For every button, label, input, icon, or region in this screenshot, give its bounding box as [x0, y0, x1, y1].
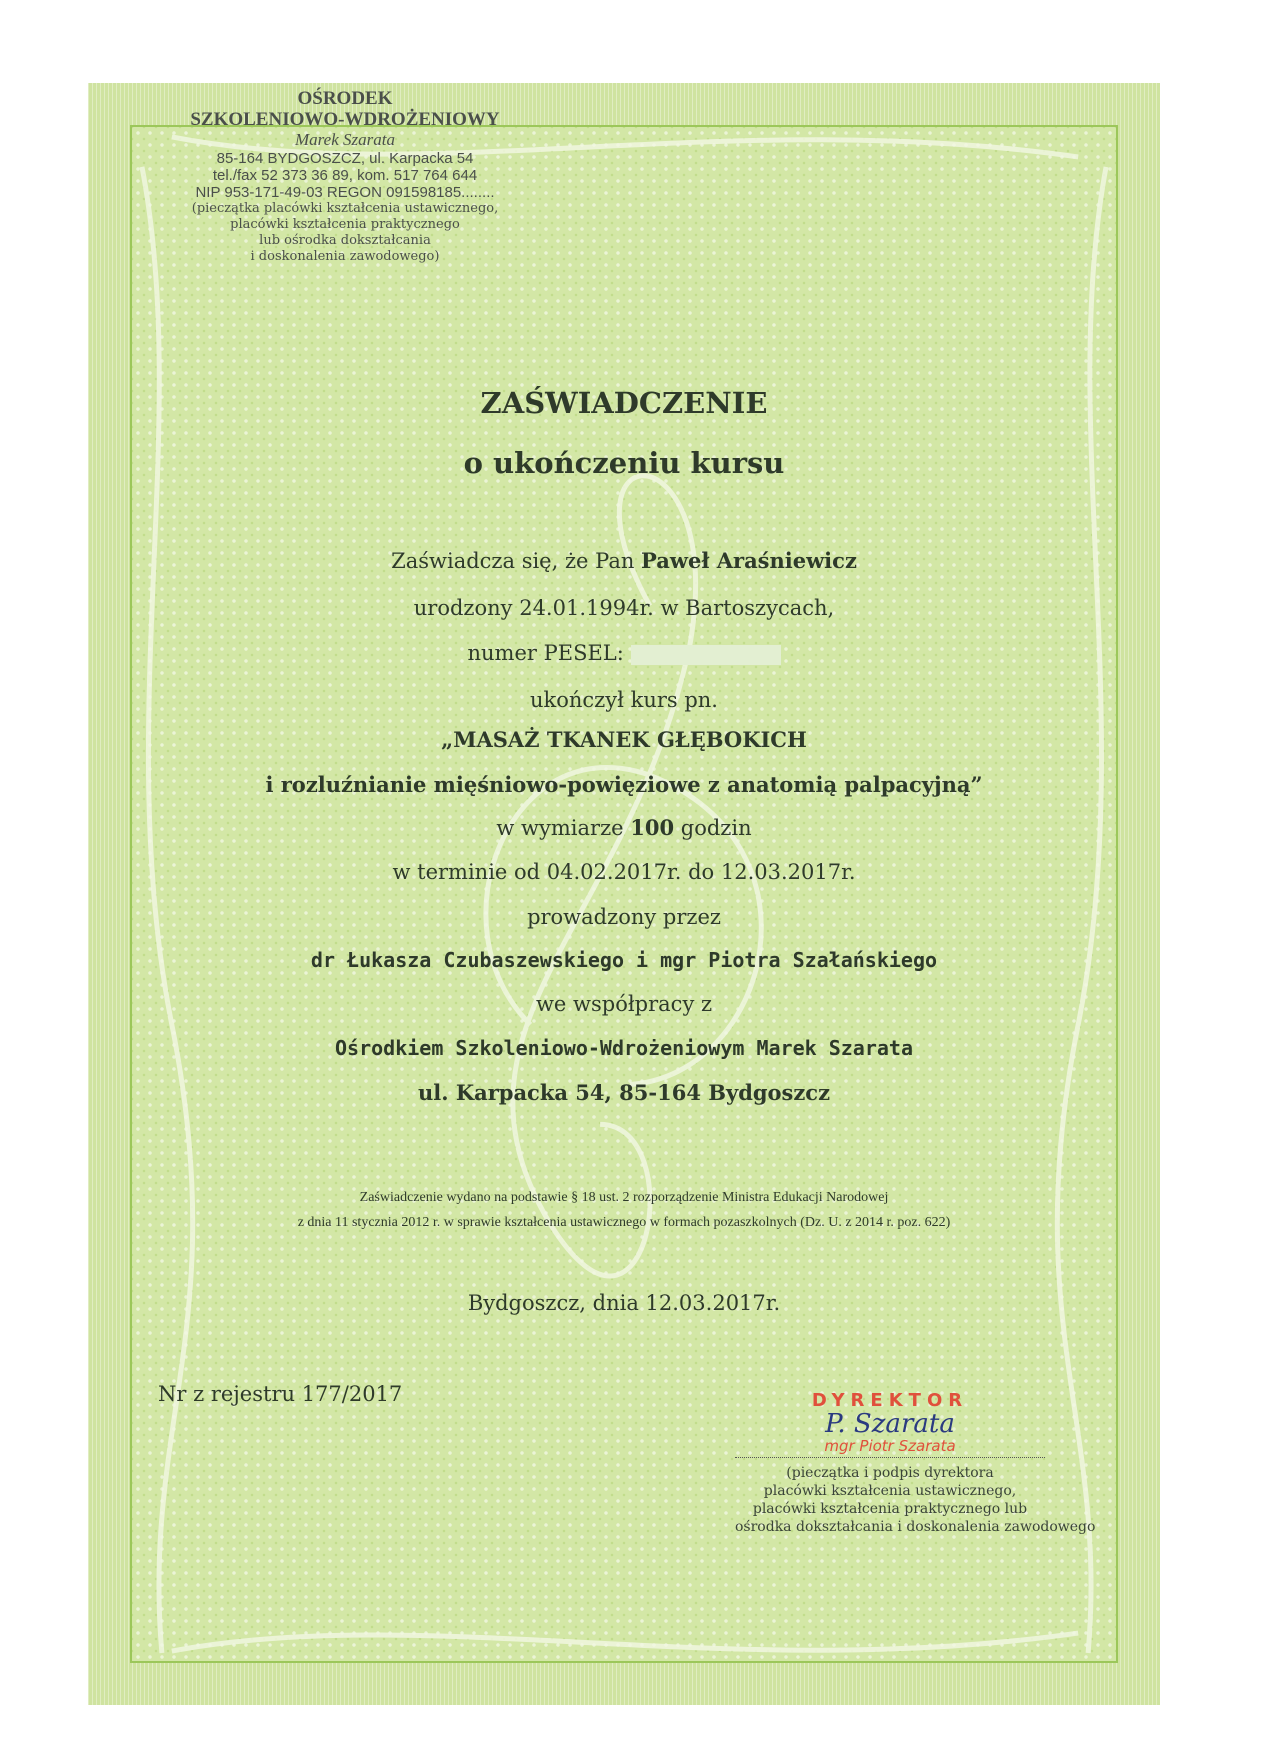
course-intro: ukończył kurs pn. — [530, 688, 718, 712]
redacted-pesel — [631, 645, 781, 665]
director-signature-block — [735, 1390, 1096, 1536]
pesel-label: numer PESEL: — [467, 641, 624, 665]
stamp-line: NIP 953-171-49-03 REGON 091598185........ — [195, 184, 495, 201]
coop-line: we współpracy z — [535, 992, 713, 1016]
teachers: dr Łukasza Czubaszewskiego i mgr Piotra Szałańskiego — [310, 948, 938, 972]
stamp-line: Marek Szarata — [295, 130, 395, 149]
stamp-line: tel./fax 52 373 36 89, kom. 517 764 644 — [212, 167, 478, 184]
stamp-caption: placówki kształcenia praktycznego — [230, 217, 460, 232]
stamp-line: SZKOLENIOWO-WDROŻENIOWY — [190, 109, 500, 130]
register-number: Nr z rejestru 177/2017 — [158, 1382, 403, 1406]
text: Zaświadcza się, że Pan — [391, 549, 642, 573]
caption: placówki kształcenia praktycznego lub — [752, 1501, 1028, 1517]
stamp-line: 85-164 BYDGOSZCZ, ul. Karpacka 54 — [216, 150, 474, 167]
hours-value: 100 — [630, 815, 675, 840]
director-name: mgr Piotr Szarata — [824, 1437, 956, 1455]
caption: ośrodka dokształcania i doskonalenia zawodowego — [735, 1519, 1096, 1535]
institution-stamp — [150, 88, 540, 265]
recipient-name: Paweł Araśniewicz — [641, 548, 857, 573]
director-title: DYREKTOR — [811, 1390, 969, 1411]
certificate-title: ZAŚWIADCZENIE — [480, 386, 768, 420]
course-name-2: i rozluźnianie mięśniowo-powięziowe z anatomią palpacyjną” — [265, 772, 983, 797]
stamp-caption: (pieczątka placówki kształcenia ustawicznego, — [191, 201, 499, 216]
course-name-1: „MASAŻ TKANEK GŁĘBOKICH — [441, 727, 807, 752]
led-by-line: prowadzony przez — [527, 905, 721, 929]
caption: placówki kształcenia ustawicznego, — [763, 1483, 1017, 1499]
place-date: Bydgoszcz, dnia 12.03.2017r. — [467, 1291, 781, 1315]
text: w wymiarze — [496, 816, 631, 840]
legal-basis-2: z dnia 11 stycznia 2012 r. w sprawie kształcenia ustawicznego w formach pozaszkolnych (Dz. U. z 2014 r. poz. 622) — [297, 1215, 951, 1230]
caption: (pieczątka i podpis dyrektora — [786, 1465, 994, 1481]
organization-address: ul. Karpacka 54, 85-164 Bydgoszcz — [417, 1080, 831, 1105]
signature-line — [735, 1457, 1045, 1458]
term-line: w terminie od 04.02.2017r. do 12.03.2017r. — [392, 860, 856, 884]
recipient-line — [88, 548, 1160, 573]
legal-basis-1: Zaświadczenie wydano na podstawie § 18 ust. 2 rozporządzenie Ministra Edukacji Narodowej — [359, 1190, 889, 1205]
organization: Ośrodkiem Szkoleniowo-Wdrożeniowym Marek Szarata — [335, 1036, 913, 1060]
hours-line — [88, 815, 1160, 840]
birth-line: urodzony 24.01.1994r. w Bartoszycach, — [413, 596, 835, 620]
stamp-caption: lub ośrodka dokształcania — [259, 233, 431, 248]
text: godzin — [674, 816, 752, 840]
stamp-line: OŚRODEK — [297, 88, 393, 109]
pesel-line — [88, 641, 1160, 665]
stamp-caption: i doskonalenia zawodowego) — [250, 249, 440, 264]
signature: P. Szarata — [825, 1409, 955, 1439]
certificate-subtitle: o ukończeniu kursu — [463, 446, 785, 480]
